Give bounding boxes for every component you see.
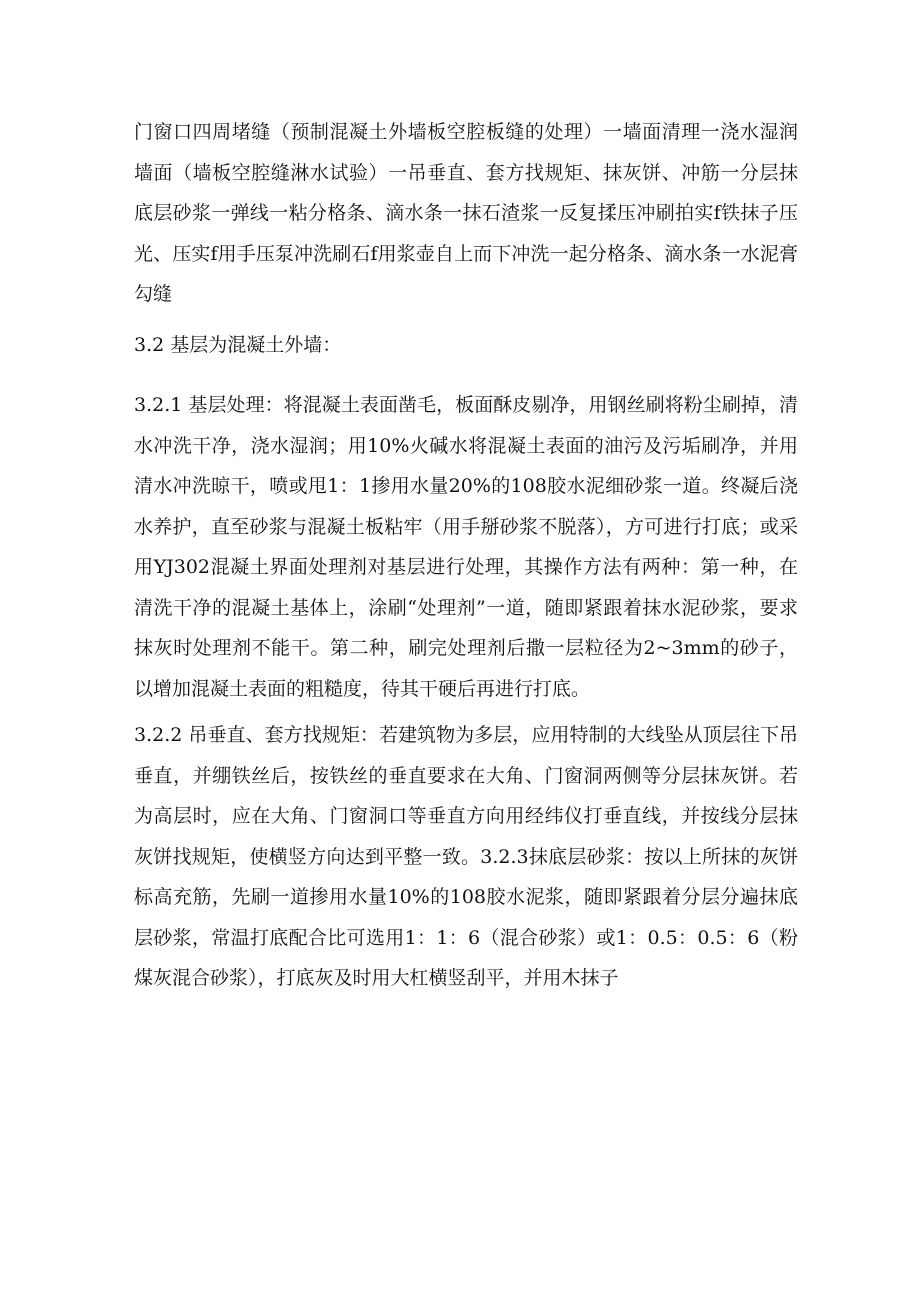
paragraph-3-2-1: 3.2.1 基层处理：将混凝土表面凿毛，板面酥皮剔净，用钢丝刷将粉尘刷掉，清水冲洗干净，浇水湿润；用10%火碱水将混凝土表面的油污及污垢刷净，并用清水冲洗晾干，喷或甩1：1掺用水量20%的108胶水泥细砂浆一道。终凝后浇水养护，直至砂浆与混凝土板粘牢（用手掰砂浆不脱落），方可进行打底；或采用YJ302混凝土界面处理剂对基层进行处理，其操作方法有两种：第一种，在清洗干净的混凝土基体上，涂刷“处理剂”一道，随即紧跟着抹水泥砂浆，要求抹灰时处理剂不能干。第二种，刷完处理剂后撒一层粒径为2~3mm的砂子，以增加混凝土表面的粗糙度，待其干硬后再进行打底。 [134,394,798,700]
paragraph-3-2-2: 3.2.2 吊垂直、套方找规矩：若建筑物为多层，应用特制的大线坠从顶层往下吊垂直，并绷铁丝后，按铁丝的垂直要求在大角、门窗洞两侧等分层抹灰饼。若为高层时，应在大角、门窗洞口等垂直方向用经纬仪打垂直线，并按线分层抹灰饼找规矩，使横竖方向达到平整一致。3.2.3抹底层砂浆：按以上所抹的灰饼标高充筋，先刷一道掺用水量10%的108胶水泥浆，随即紧跟着分层分遍抹底层砂浆，常温打底配合比可选用1：1：6（混合砂浆）或1：0.5：0.5：6（粉煤灰混合砂浆），打底灰及时用大杠横竖刮平，并用木抹子 [134,724,798,989]
document-page [134,112,798,999]
process-flow-paragraph: 门窗口四周堵缝（预制混凝土外墙板空腔板缝的处理）一墙面清理一浇水湿润墙面（墙板空腔缝淋水试验）一吊垂直、套方找规矩、抹灰饼、冲筋一分层抹底层砂浆一弹线一粘分格条、滴水条一抹石渣浆一反复揉压冲刷拍实f铁抹子压光、压实f用手压泵冲洗刷石f用浆壶自上而下冲洗一起分格条、滴水条一水泥膏勾缝 [134,121,798,305]
section-heading-3-2: 3.2 基层为混凝土外墙： [134,333,342,356]
